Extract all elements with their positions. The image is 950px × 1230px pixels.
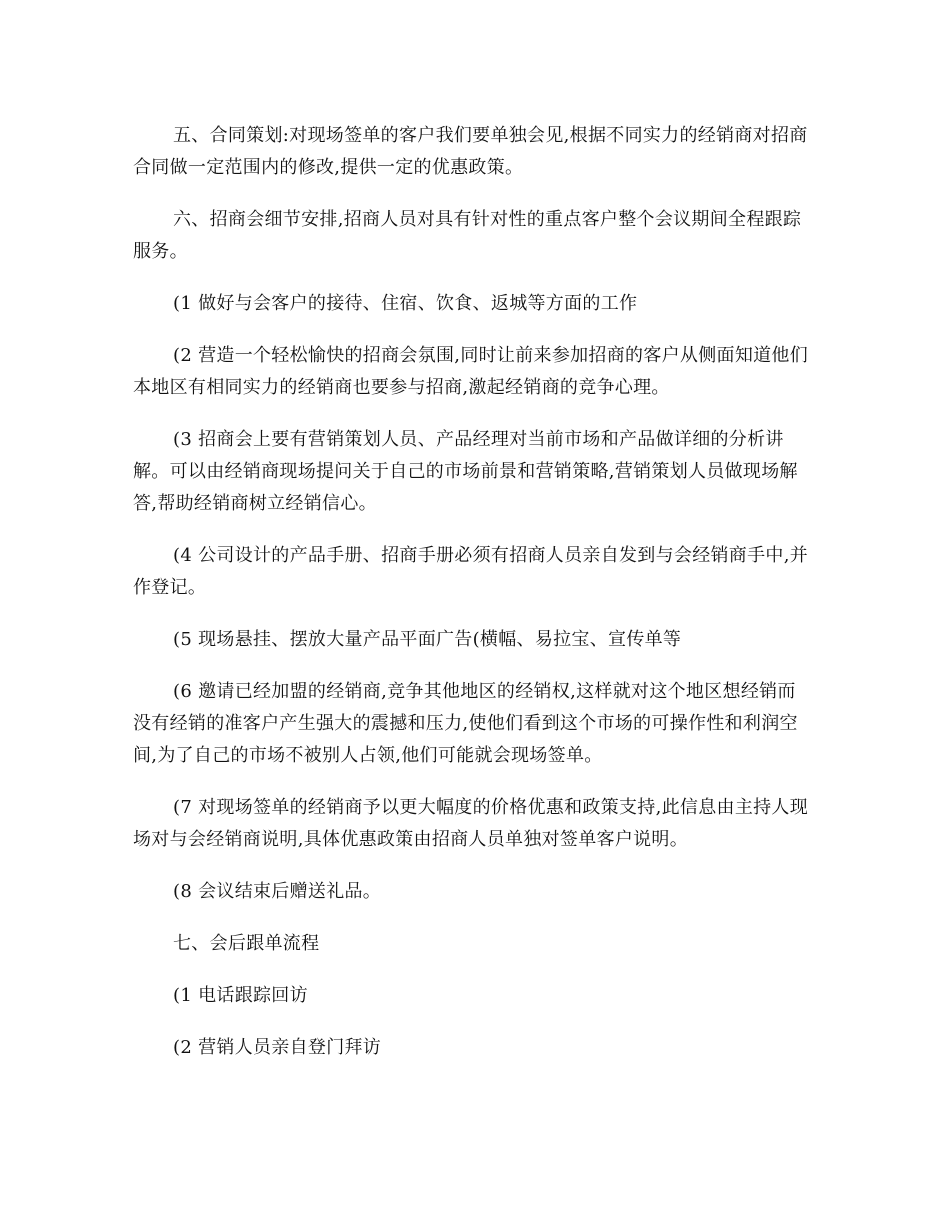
- paragraph-followup-1: (1 电话跟踪回访: [173, 985, 308, 1006]
- paragraph-item-5: (5 现场悬挂、摆放大量产品平面广告(横幅、易拉宝、宣传单等: [173, 629, 682, 650]
- paragraph-item-8: (8 会议结束后赠送礼品。: [173, 881, 382, 902]
- paragraph-item-3: (3 招商会上要有营销策划人员、产品经理对当前市场和产品做详细的分析讲解。可以由经销商现场提问关于自己的市场前景和营销策略,营销策划人员做现场解答,帮助经销商树立经销信心。: [133, 429, 798, 514]
- paragraph-item-1: (1 做好与会客户的接待、住宿、饮食、返城等方面的工作: [173, 293, 638, 314]
- paragraph-item-6: (6 邀请已经加盟的经销商,竞争其他地区的经销权,这样就对这个地区想经销而没有经销的准客户产生强大的震撼和压力,使他们看到这个市场的可操作性和利润空间,为了自己的市场不被别人占领,他们可能就会现场签单。: [133, 681, 798, 766]
- paragraph-contract-planning: 五、合同策划:对现场签单的客户我们要单独会见,根据不同实力的经销商对招商合同做一定范围内的修改,提供一定的优惠政策。: [133, 125, 808, 178]
- paragraph-followup-2: (2 营销人员亲自登门拜访: [173, 1037, 382, 1058]
- paragraph-item-4: (4 公司设计的产品手册、招商手册必须有招商人员亲自发到与会经销商手中,并作登记。: [133, 545, 809, 598]
- paragraph-item-7: (7 对现场签单的经销商予以更大幅度的价格优惠和政策支持,此信息由主持人现场对与会经销商说明,具体优惠政策由招商人员单独对签单客户说明。: [133, 797, 809, 850]
- paragraph-item-2: (2 营造一个轻松愉快的招商会氛围,同时让前来参加招商的客户从侧面知道他们本地区有相同实力的经销商也要参与招商,激起经销商的竞争心理。: [133, 345, 809, 398]
- paragraph-followup-heading: 七、会后跟单流程: [173, 933, 320, 954]
- paragraph-meeting-arrangement: 六、招商会细节安排,招商人员对具有针对性的重点客户整个会议期间全程跟踪服务。: [133, 209, 802, 262]
